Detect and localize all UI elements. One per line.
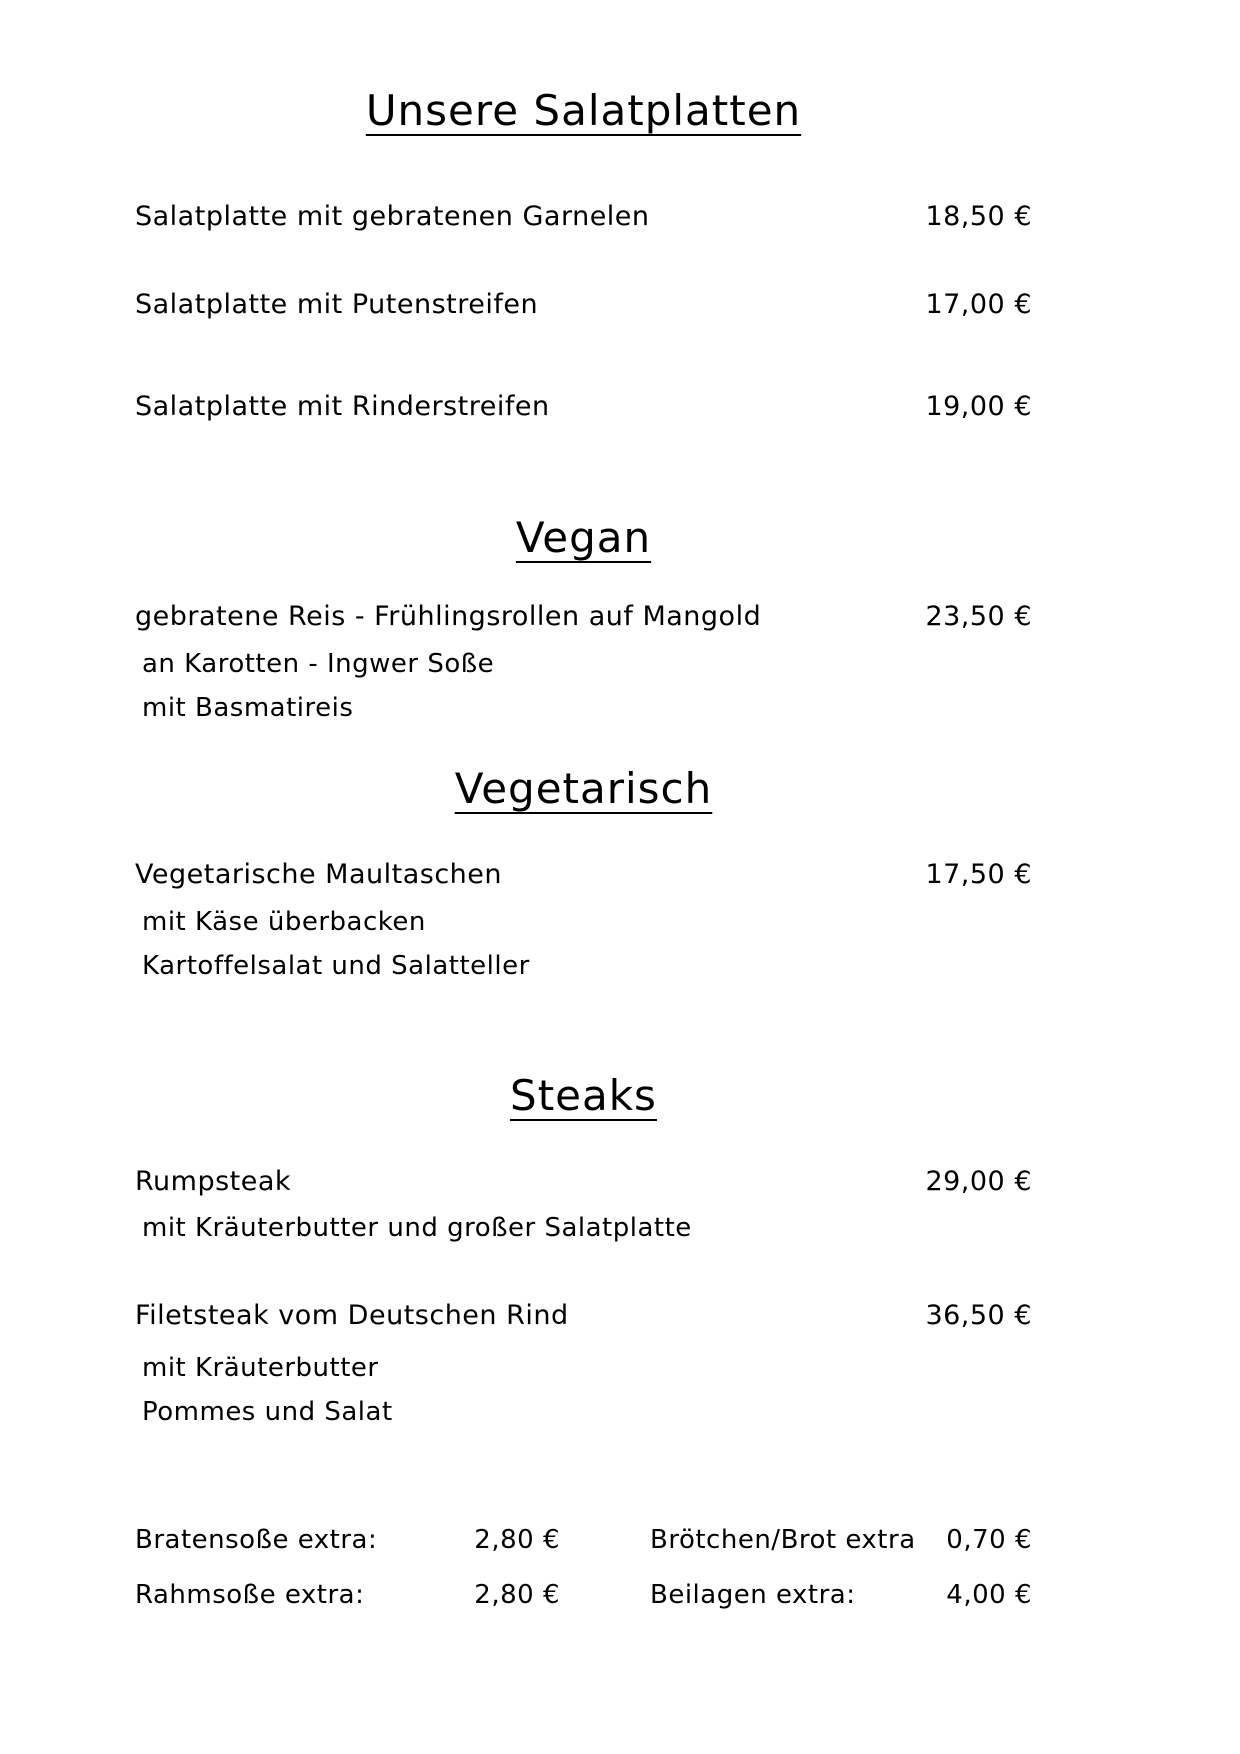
extras-spacer xyxy=(560,1579,650,1612)
item-name: Salatplatte mit Putenstreifen xyxy=(135,289,539,320)
item-price: 23,50 € xyxy=(925,601,1032,632)
section-heading-steaks-text: Steaks xyxy=(510,1071,657,1120)
section-heading-salatplatten xyxy=(135,85,1032,137)
section-heading-salatplatten-text: Unsere Salatplatten xyxy=(365,86,802,135)
item-name: Filetsteak vom Deutschen Rind xyxy=(135,1300,569,1331)
item-price: 17,00 € xyxy=(925,289,1032,320)
extra-price: 2,80 € xyxy=(474,1525,560,1555)
extra-label: Brötchen/Brot extra xyxy=(650,1525,916,1555)
item-price: 19,00 € xyxy=(925,391,1032,422)
extras-spacer xyxy=(560,1524,650,1557)
menu-item-rinderstreifen xyxy=(135,390,1032,423)
menu-item-putenstreifen xyxy=(135,288,1032,321)
item-price: 17,50 € xyxy=(925,859,1032,890)
item-detail: mit Basmatireis xyxy=(142,693,354,723)
extra-price: 0,70 € xyxy=(946,1525,1032,1555)
menu-item-filetsteak xyxy=(135,1299,1032,1332)
item-detail: Kartoffelsalat und Salatteller xyxy=(142,951,530,981)
extra-price: 2,80 € xyxy=(474,1580,560,1610)
menu-item-rumpsteak xyxy=(135,1165,1032,1198)
extra-label: Bratensoße extra: xyxy=(135,1525,378,1555)
item-detail: mit Käse überbacken xyxy=(142,907,426,937)
section-heading-vegan-text: Vegan xyxy=(515,513,652,562)
extra-label: Beilagen extra: xyxy=(650,1580,856,1610)
extra-price: 4,00 € xyxy=(946,1580,1032,1610)
item-name: Salatplatte mit Rinderstreifen xyxy=(135,391,550,422)
item-detail: an Karotten - Ingwer Soße xyxy=(142,649,495,679)
section-heading-vegetarisch xyxy=(135,763,1032,815)
item-name: Rumpsteak xyxy=(135,1166,292,1197)
section-heading-steaks xyxy=(135,1070,1032,1122)
item-price: 29,00 € xyxy=(925,1166,1032,1197)
menu-item-garnelen xyxy=(135,200,1032,233)
section-heading-vegan xyxy=(135,512,1032,564)
item-name: gebratene Reis - Frühlingsrollen auf Mangold xyxy=(135,601,762,632)
item-name: Vegetarische Maultaschen xyxy=(135,859,503,890)
menu-content xyxy=(0,85,1240,1612)
item-price: 18,50 € xyxy=(925,201,1032,232)
item-price: 36,50 € xyxy=(925,1300,1032,1331)
extra-label: Rahmsoße extra: xyxy=(135,1580,365,1610)
menu-item-maultaschen xyxy=(135,858,1032,891)
extras-table xyxy=(135,1524,1032,1612)
menu-item-fruehlingsrollen xyxy=(135,600,1032,633)
item-name: Salatplatte mit gebratenen Garnelen xyxy=(135,201,650,232)
item-detail: mit Kräuterbutter und großer Salatplatte xyxy=(142,1213,692,1243)
item-detail: Pommes und Salat xyxy=(142,1397,393,1427)
item-detail: mit Kräuterbutter xyxy=(142,1353,379,1383)
section-heading-vegetarisch-text: Vegetarisch xyxy=(454,764,713,813)
